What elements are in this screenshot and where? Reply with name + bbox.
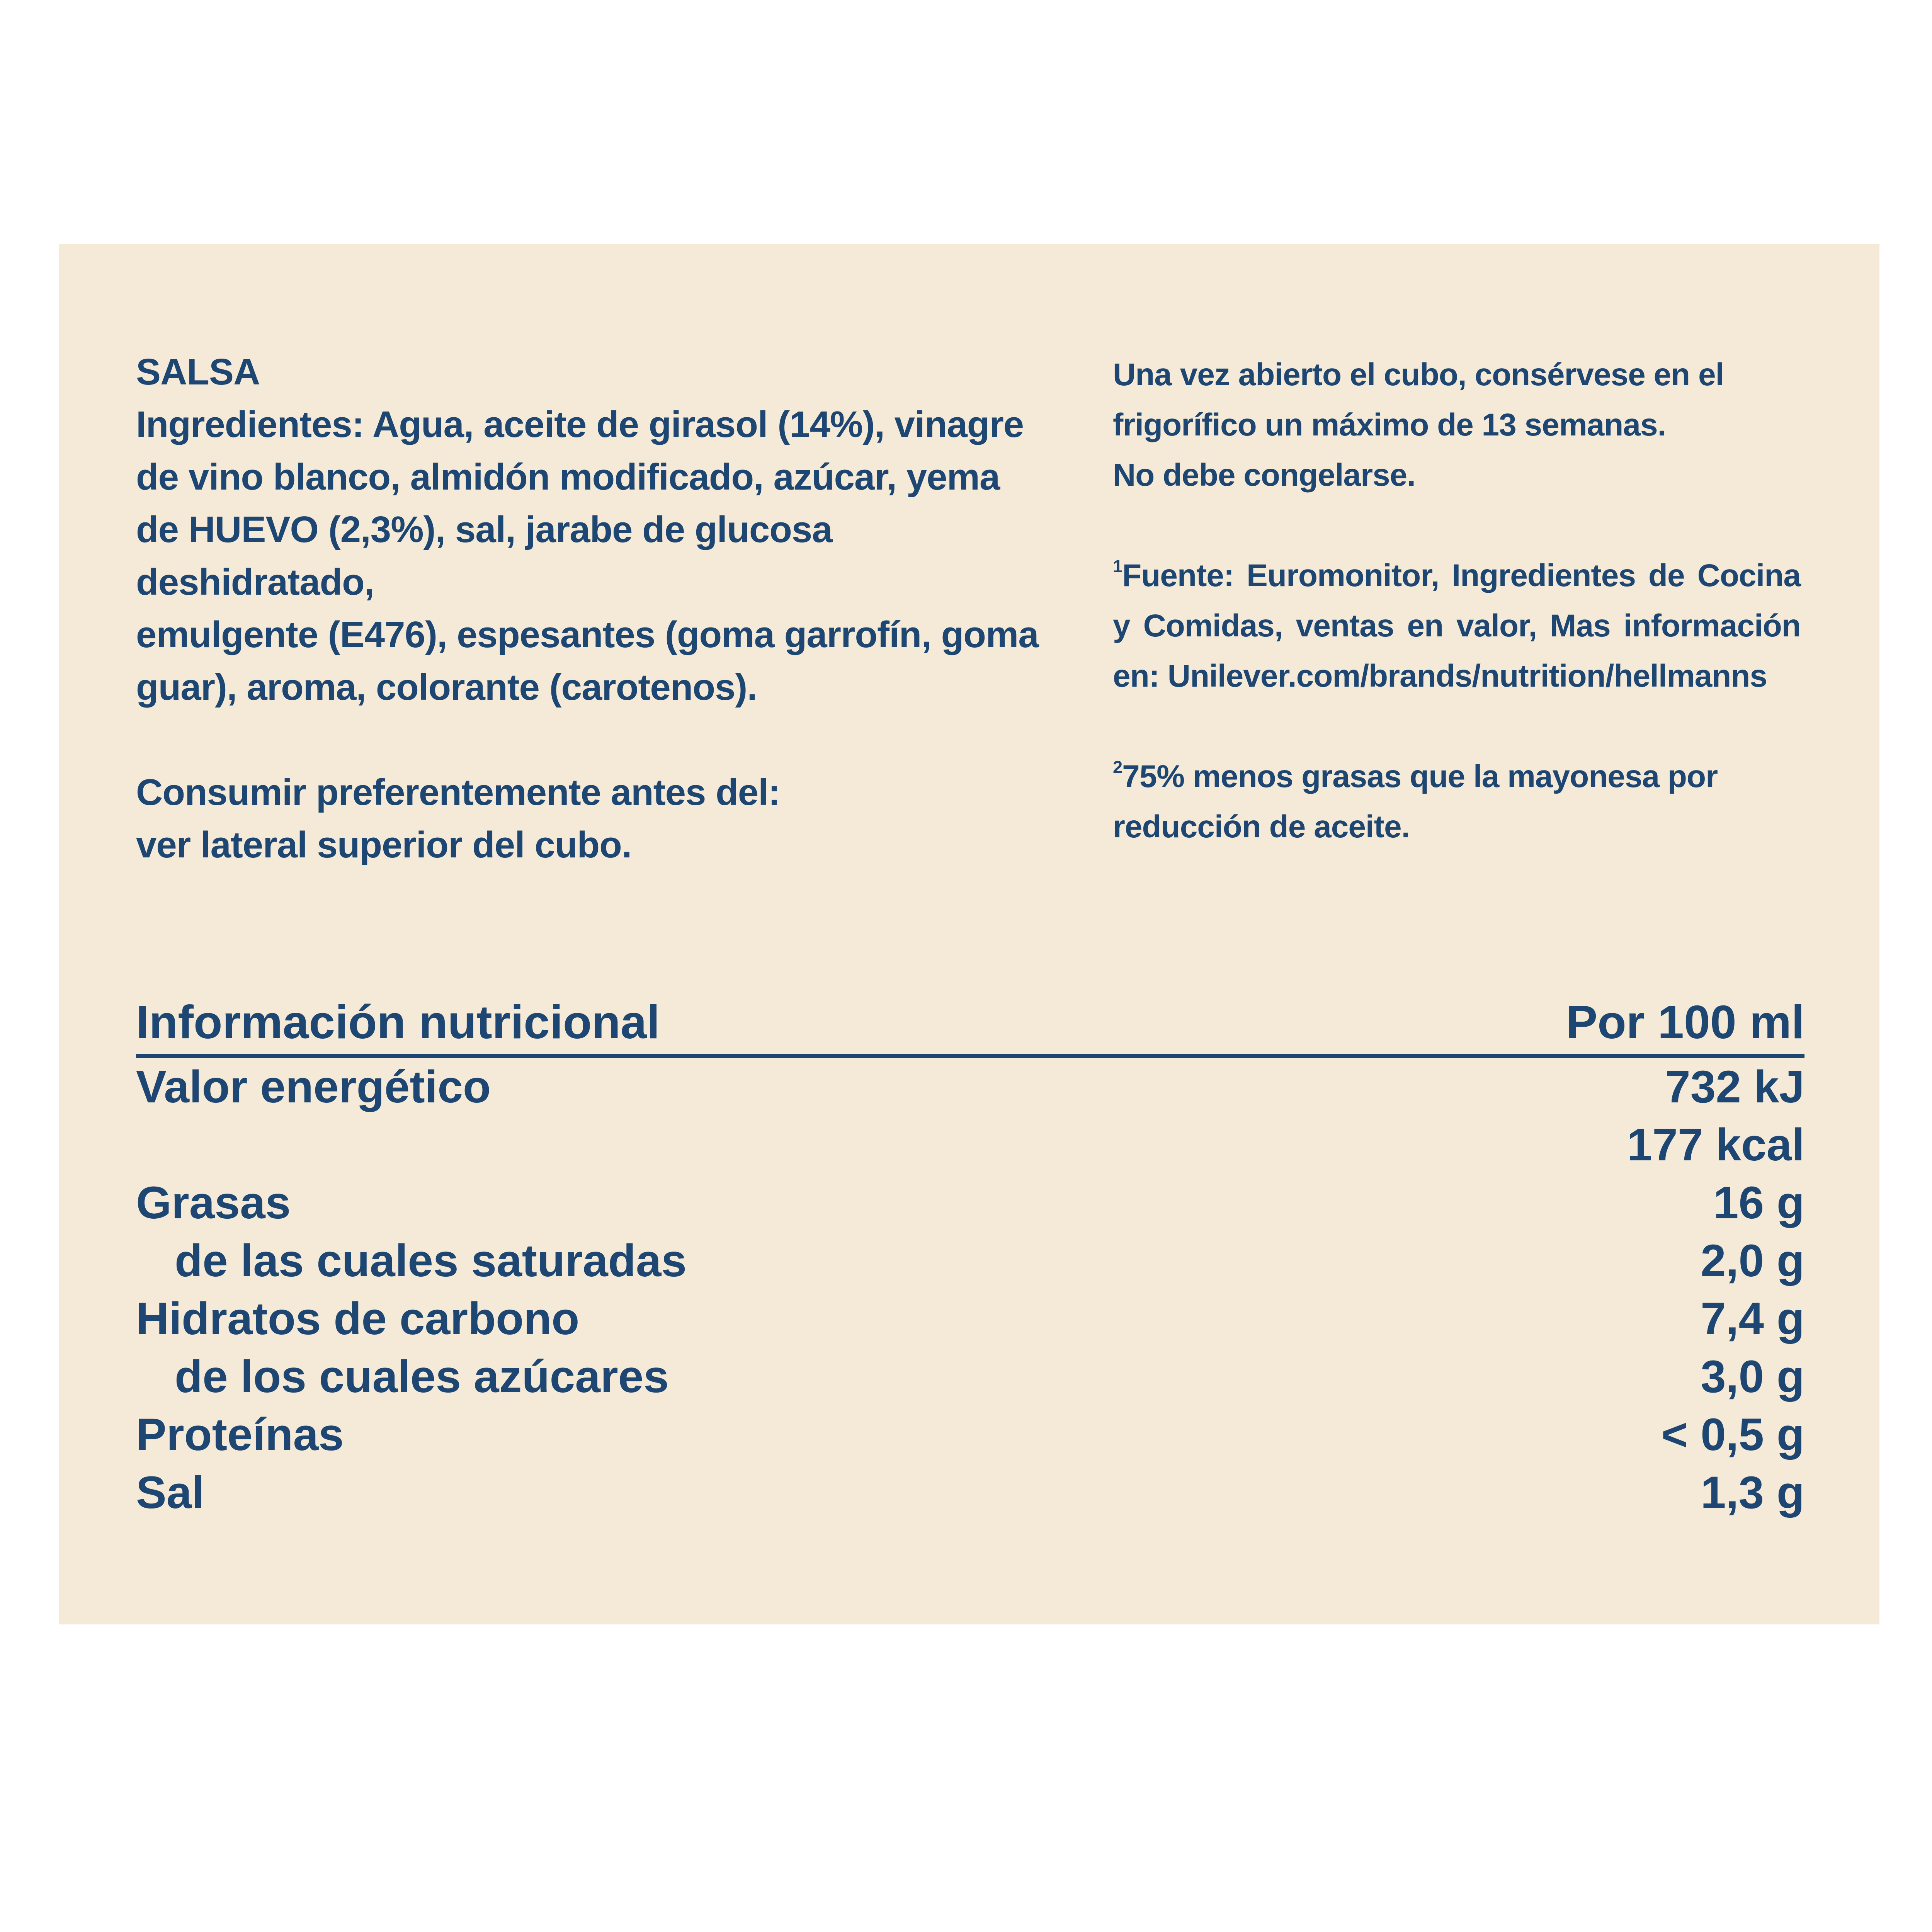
nutrition-title: Información nutricional xyxy=(136,996,660,1048)
info-column xyxy=(1113,350,1801,852)
best-before-text: Consumir preferentemente antes del: ver lateral superior del cubo. xyxy=(136,772,780,866)
nutrition-label: Hidratos de carbono xyxy=(136,1293,580,1344)
nutrition-label: de las cuales saturadas xyxy=(175,1235,687,1286)
footnote-1 xyxy=(1113,551,1801,701)
nutrition-label: Proteínas xyxy=(136,1409,344,1460)
ingredients-column xyxy=(136,346,1063,871)
nutrition-label: de los cuales azúcares xyxy=(175,1351,669,1402)
nutrition-row-saturated xyxy=(136,1232,1804,1290)
nutrition-value: 2,0 g xyxy=(1701,1235,1804,1286)
nutrition-row-protein xyxy=(136,1406,1804,1464)
storage-text: Una vez abierto el cubo, consérvese en el frigorífico un máximo de 13 semanas. No debe congelarse. xyxy=(1113,357,1724,493)
nutrition-row-salt xyxy=(136,1464,1804,1522)
nutrition-row-energy-kcal xyxy=(136,1116,1804,1174)
nutrition-row-carbs xyxy=(136,1290,1804,1348)
nutrition-label: Valor energético xyxy=(136,1061,491,1112)
nutrition-label: Grasas xyxy=(136,1177,291,1228)
footnote-1-text: Fuente: Euromonitor, Ingredientes de Cocina y Comidas, ventas en valor, Mas información en: Unilever.com/brands/nutrition/hellmanns xyxy=(1113,558,1801,694)
footnote-2-text: 75% menos grasas que la mayonesa por reducción de aceite. xyxy=(1113,759,1718,844)
nutrition-label: Sal xyxy=(136,1467,205,1518)
nutrition-value: < 0,5 g xyxy=(1661,1409,1804,1460)
ingredients-text: Ingredientes: Agua, aceite de girasol (14%), vinagre de vino blanco, almidón modificado, azúcar, yema de HUEVO (2,3%), sal, jarabe de glucosa deshidratado, emulgente (E476), espesantes (goma garrofín, goma guar), aroma, colorante (carotenos). xyxy=(136,404,1039,708)
nutrition-row-energy-kj xyxy=(136,1058,1804,1116)
footnote-2-mark: 2 xyxy=(1113,757,1122,777)
nutrition-value: 1,3 g xyxy=(1701,1467,1804,1518)
nutrition-row-sugars xyxy=(136,1348,1804,1406)
nutrition-row-fat xyxy=(136,1174,1804,1232)
nutrition-value: 732 kJ xyxy=(1665,1061,1804,1112)
nutrition-value: 3,0 g xyxy=(1701,1351,1804,1402)
nutrition-per: Por 100 ml xyxy=(1566,996,1804,1048)
product-heading: SALSA xyxy=(136,351,260,393)
nutrition-value: 177 kcal xyxy=(1627,1119,1804,1170)
nutrition-value: 7,4 g xyxy=(1701,1293,1804,1344)
footnote-1-mark: 1 xyxy=(1113,556,1122,576)
nutrition-header xyxy=(136,993,1804,1058)
nutrition-table xyxy=(136,993,1804,1522)
nutrition-value: 16 g xyxy=(1713,1177,1804,1228)
footnote-2 xyxy=(1113,752,1801,852)
